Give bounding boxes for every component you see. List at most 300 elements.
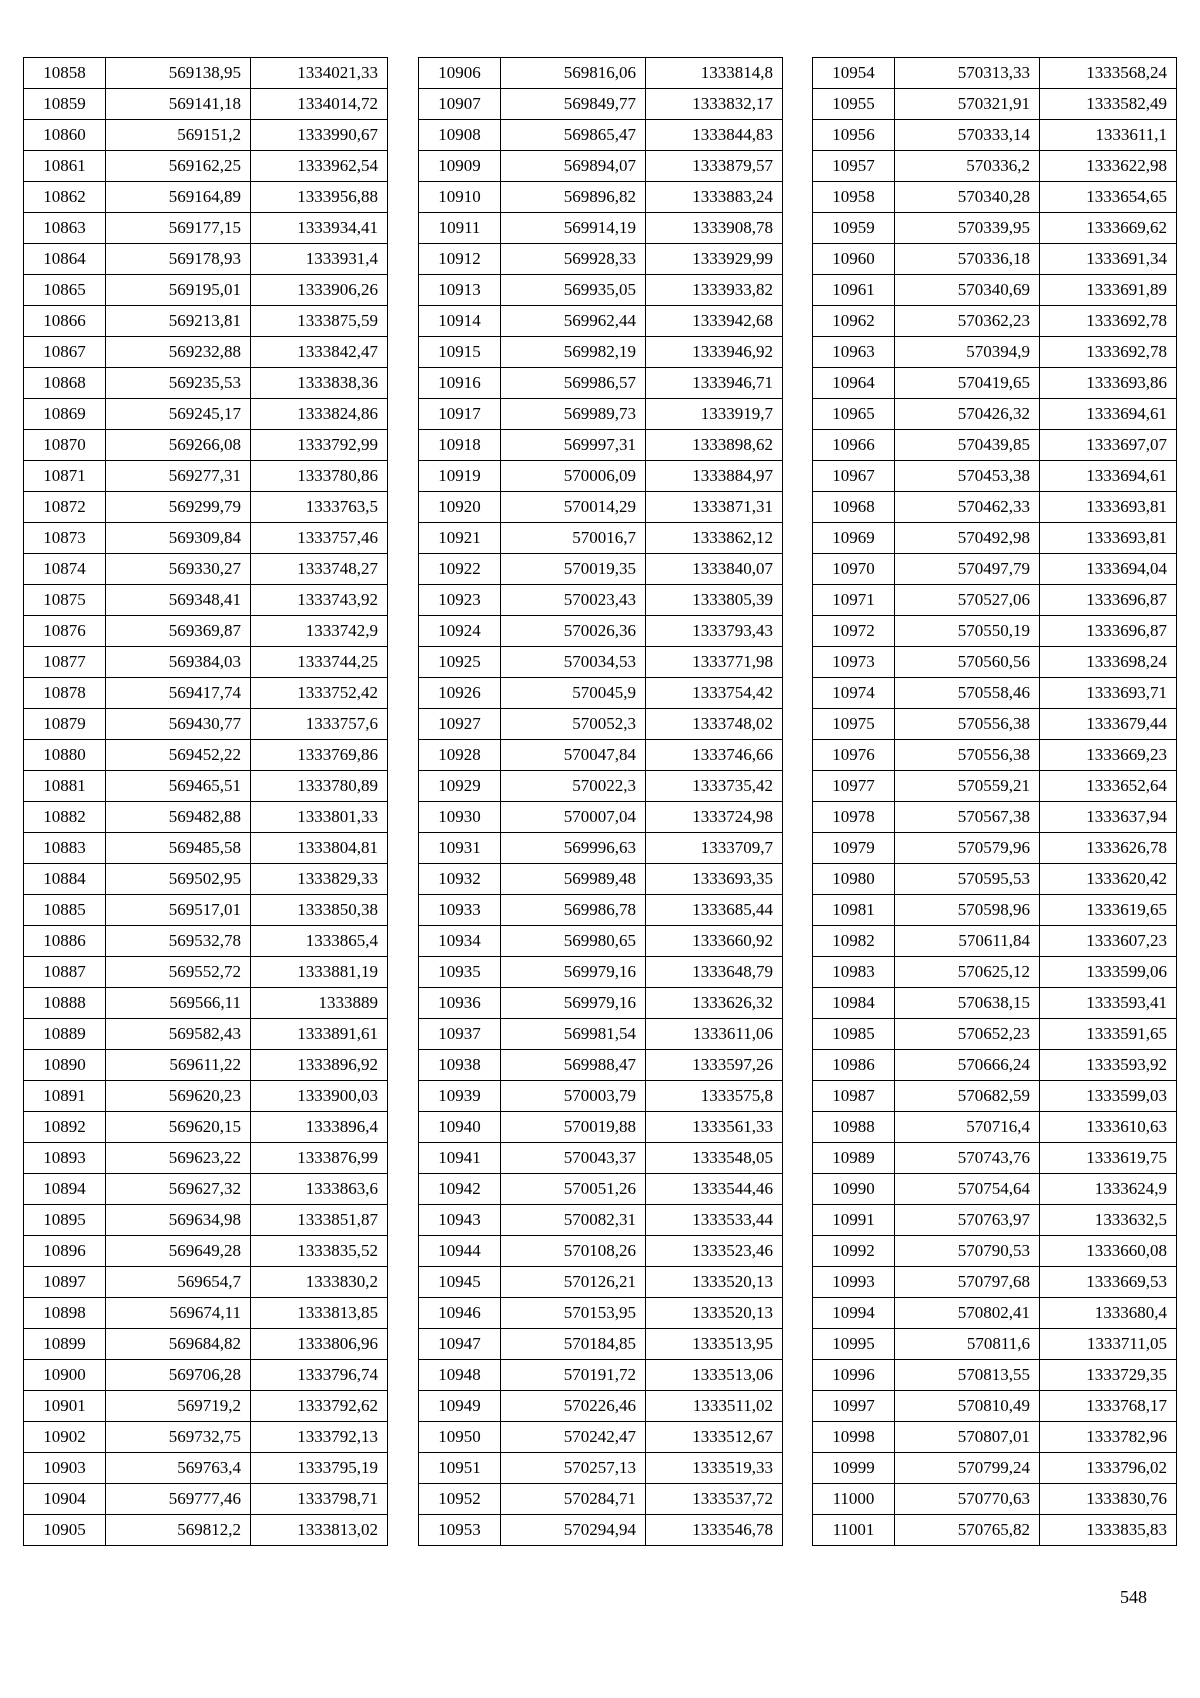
point-number-cell: 10865 (24, 275, 106, 306)
point-number-cell: 10883 (24, 833, 106, 864)
table-row (419, 988, 783, 1019)
table-row (813, 678, 1177, 709)
point-number-cell: 10917 (419, 399, 501, 430)
y-coordinate-cell: 1333851,87 (251, 1205, 388, 1236)
table-row (419, 1360, 783, 1391)
y-coordinate-cell: 1333513,95 (646, 1329, 783, 1360)
x-coordinate-cell: 570567,38 (895, 802, 1040, 833)
point-number-cell: 10894 (24, 1174, 106, 1205)
x-coordinate-cell: 570023,43 (501, 585, 646, 616)
x-coordinate-cell: 569627,32 (106, 1174, 251, 1205)
point-number-cell: 10896 (24, 1236, 106, 1267)
y-coordinate-cell: 1333792,62 (251, 1391, 388, 1422)
x-coordinate-cell: 570016,7 (501, 523, 646, 554)
table-row (24, 368, 388, 399)
point-number-cell: 10920 (419, 492, 501, 523)
y-coordinate-cell: 1333795,19 (251, 1453, 388, 1484)
table-row (24, 957, 388, 988)
point-number-cell: 10983 (813, 957, 895, 988)
x-coordinate-cell: 569151,2 (106, 120, 251, 151)
table-row (419, 709, 783, 740)
table-row (813, 182, 1177, 213)
y-coordinate-cell: 1334021,33 (251, 58, 388, 89)
point-number-cell: 10910 (419, 182, 501, 213)
point-number-cell: 10980 (813, 864, 895, 895)
x-coordinate-cell: 570022,3 (501, 771, 646, 802)
x-coordinate-cell: 569178,93 (106, 244, 251, 275)
table-row (24, 678, 388, 709)
y-coordinate-cell: 1333752,42 (251, 678, 388, 709)
table-row (24, 833, 388, 864)
point-number-cell: 10949 (419, 1391, 501, 1422)
point-number-cell: 10988 (813, 1112, 895, 1143)
y-coordinate-cell: 1333793,43 (646, 616, 783, 647)
y-coordinate-cell: 1333724,98 (646, 802, 783, 833)
x-coordinate-cell: 569894,07 (501, 151, 646, 182)
y-coordinate-cell: 1333611,1 (1040, 120, 1177, 151)
x-coordinate-cell: 570034,53 (501, 647, 646, 678)
table-row (419, 616, 783, 647)
point-number-cell: 10866 (24, 306, 106, 337)
x-coordinate-cell: 569962,44 (501, 306, 646, 337)
y-coordinate-cell: 1333694,61 (1040, 461, 1177, 492)
x-coordinate-cell: 569719,2 (106, 1391, 251, 1422)
point-number-cell: 10913 (419, 275, 501, 306)
y-coordinate-cell: 1333757,6 (251, 709, 388, 740)
x-coordinate-cell: 569485,58 (106, 833, 251, 864)
y-coordinate-cell: 1333813,85 (251, 1298, 388, 1329)
x-coordinate-cell: 570045,9 (501, 678, 646, 709)
x-coordinate-cell: 570051,26 (501, 1174, 646, 1205)
point-number-cell: 10938 (419, 1050, 501, 1081)
y-coordinate-cell: 1333680,4 (1040, 1298, 1177, 1329)
x-coordinate-cell: 570813,55 (895, 1360, 1040, 1391)
point-number-cell: 10898 (24, 1298, 106, 1329)
x-coordinate-cell: 569330,27 (106, 554, 251, 585)
point-number-cell: 10904 (24, 1484, 106, 1515)
y-coordinate-cell: 1333830,76 (1040, 1484, 1177, 1515)
table-row (419, 864, 783, 895)
x-coordinate-cell: 570184,85 (501, 1329, 646, 1360)
x-coordinate-cell: 570462,33 (895, 492, 1040, 523)
point-number-cell: 10939 (419, 1081, 501, 1112)
x-coordinate-cell: 570339,95 (895, 213, 1040, 244)
point-number-cell: 10871 (24, 461, 106, 492)
table-row (24, 461, 388, 492)
x-coordinate-cell: 570019,35 (501, 554, 646, 585)
table-row (419, 740, 783, 771)
y-coordinate-cell: 1333512,67 (646, 1422, 783, 1453)
y-coordinate-cell: 1333829,33 (251, 864, 388, 895)
x-coordinate-cell: 570556,38 (895, 740, 1040, 771)
x-coordinate-cell: 570638,15 (895, 988, 1040, 1019)
table-row (813, 926, 1177, 957)
point-number-cell: 10930 (419, 802, 501, 833)
x-coordinate-cell: 570419,65 (895, 368, 1040, 399)
y-coordinate-cell: 1333796,02 (1040, 1453, 1177, 1484)
y-coordinate-cell: 1333748,02 (646, 709, 783, 740)
table-row (813, 554, 1177, 585)
coordinate-table-2 (418, 57, 783, 1546)
point-number-cell: 10921 (419, 523, 501, 554)
point-number-cell: 10978 (813, 802, 895, 833)
y-coordinate-cell: 1333626,78 (1040, 833, 1177, 864)
table-row (419, 1112, 783, 1143)
point-number-cell: 10915 (419, 337, 501, 368)
y-coordinate-cell: 1333513,06 (646, 1360, 783, 1391)
table-row (419, 895, 783, 926)
point-number-cell: 10908 (419, 120, 501, 151)
table-row (419, 213, 783, 244)
point-number-cell: 10869 (24, 399, 106, 430)
point-number-cell: 11000 (813, 1484, 895, 1515)
table-row (24, 1174, 388, 1205)
table-row (419, 244, 783, 275)
y-coordinate-cell: 1333900,03 (251, 1081, 388, 1112)
y-coordinate-cell: 1333780,86 (251, 461, 388, 492)
y-coordinate-cell: 1333934,41 (251, 213, 388, 244)
x-coordinate-cell: 569620,15 (106, 1112, 251, 1143)
point-number-cell: 10901 (24, 1391, 106, 1422)
point-number-cell: 10888 (24, 988, 106, 1019)
x-coordinate-cell: 569465,51 (106, 771, 251, 802)
table-row (813, 1484, 1177, 1515)
point-number-cell: 10954 (813, 58, 895, 89)
y-coordinate-cell: 1333962,54 (251, 151, 388, 182)
point-number-cell: 10968 (813, 492, 895, 523)
table-row (24, 1298, 388, 1329)
y-coordinate-cell: 1333652,64 (1040, 771, 1177, 802)
point-number-cell: 10934 (419, 926, 501, 957)
table-row (419, 647, 783, 678)
y-coordinate-cell: 1333693,81 (1040, 523, 1177, 554)
point-number-cell: 10964 (813, 368, 895, 399)
point-number-cell: 10895 (24, 1205, 106, 1236)
table-row (419, 151, 783, 182)
point-number-cell: 10892 (24, 1112, 106, 1143)
x-coordinate-cell: 569213,81 (106, 306, 251, 337)
y-coordinate-cell: 1333906,26 (251, 275, 388, 306)
point-number-cell: 10922 (419, 554, 501, 585)
x-coordinate-cell: 569997,31 (501, 430, 646, 461)
y-coordinate-cell: 1333743,92 (251, 585, 388, 616)
table-row (813, 492, 1177, 523)
y-coordinate-cell: 1333692,78 (1040, 306, 1177, 337)
point-number-cell: 10867 (24, 337, 106, 368)
table-row (24, 1515, 388, 1546)
y-coordinate-cell: 1333748,27 (251, 554, 388, 585)
point-number-cell: 10937 (419, 1019, 501, 1050)
point-number-cell: 10914 (419, 306, 501, 337)
point-number-cell: 10935 (419, 957, 501, 988)
table-row (813, 864, 1177, 895)
table-row (813, 151, 1177, 182)
table-row (24, 1236, 388, 1267)
y-coordinate-cell: 1333520,13 (646, 1298, 783, 1329)
y-coordinate-cell: 1333597,26 (646, 1050, 783, 1081)
x-coordinate-cell: 569623,22 (106, 1143, 251, 1174)
x-coordinate-cell: 570810,49 (895, 1391, 1040, 1422)
point-number-cell: 10902 (24, 1422, 106, 1453)
y-coordinate-cell: 1333898,62 (646, 430, 783, 461)
table-row (813, 771, 1177, 802)
table-row (419, 1205, 783, 1236)
x-coordinate-cell: 570340,69 (895, 275, 1040, 306)
y-coordinate-cell: 1333693,35 (646, 864, 783, 895)
x-coordinate-cell: 570527,06 (895, 585, 1040, 616)
x-coordinate-cell: 570047,84 (501, 740, 646, 771)
y-coordinate-cell: 1333769,86 (251, 740, 388, 771)
x-coordinate-cell: 570492,98 (895, 523, 1040, 554)
y-coordinate-cell: 1333694,04 (1040, 554, 1177, 585)
table-row (24, 1112, 388, 1143)
y-coordinate-cell: 1333607,23 (1040, 926, 1177, 957)
table-row (419, 523, 783, 554)
y-coordinate-cell: 1333611,06 (646, 1019, 783, 1050)
table-row (419, 89, 783, 120)
point-number-cell: 10977 (813, 771, 895, 802)
y-coordinate-cell: 1333780,89 (251, 771, 388, 802)
y-coordinate-cell: 1333883,24 (646, 182, 783, 213)
table-row (419, 399, 783, 430)
x-coordinate-cell: 569980,65 (501, 926, 646, 957)
point-number-cell: 10903 (24, 1453, 106, 1484)
y-coordinate-cell: 1333511,02 (646, 1391, 783, 1422)
x-coordinate-cell: 570666,24 (895, 1050, 1040, 1081)
table-row (813, 58, 1177, 89)
x-coordinate-cell: 570559,21 (895, 771, 1040, 802)
point-number-cell: 10862 (24, 182, 106, 213)
table-row (24, 709, 388, 740)
point-number-cell: 10936 (419, 988, 501, 1019)
y-coordinate-cell: 1333891,61 (251, 1019, 388, 1050)
x-coordinate-cell: 569611,22 (106, 1050, 251, 1081)
table-row (813, 1422, 1177, 1453)
y-coordinate-cell: 1333896,4 (251, 1112, 388, 1143)
x-coordinate-cell: 569706,28 (106, 1360, 251, 1391)
point-number-cell: 10870 (24, 430, 106, 461)
point-number-cell: 10966 (813, 430, 895, 461)
y-coordinate-cell: 1333533,44 (646, 1205, 783, 1236)
y-coordinate-cell: 1333669,23 (1040, 740, 1177, 771)
point-number-cell: 10887 (24, 957, 106, 988)
table-row (813, 647, 1177, 678)
x-coordinate-cell: 569812,2 (106, 1515, 251, 1546)
x-coordinate-cell: 569634,98 (106, 1205, 251, 1236)
x-coordinate-cell: 570807,01 (895, 1422, 1040, 1453)
x-coordinate-cell: 570336,18 (895, 244, 1040, 275)
point-number-cell: 10907 (419, 89, 501, 120)
x-coordinate-cell: 569552,72 (106, 957, 251, 988)
x-coordinate-cell: 570108,26 (501, 1236, 646, 1267)
y-coordinate-cell: 1333568,24 (1040, 58, 1177, 89)
point-number-cell: 10962 (813, 306, 895, 337)
x-coordinate-cell: 569384,03 (106, 647, 251, 678)
table-body (24, 58, 388, 1546)
table-row (813, 1329, 1177, 1360)
table-row (813, 1298, 1177, 1329)
x-coordinate-cell: 570007,04 (501, 802, 646, 833)
table-row (419, 1329, 783, 1360)
x-coordinate-cell: 569177,15 (106, 213, 251, 244)
y-coordinate-cell: 1333548,05 (646, 1143, 783, 1174)
y-coordinate-cell: 1333798,71 (251, 1484, 388, 1515)
table-row (813, 1112, 1177, 1143)
point-number-cell: 10973 (813, 647, 895, 678)
y-coordinate-cell: 1333648,79 (646, 957, 783, 988)
table-row (813, 430, 1177, 461)
x-coordinate-cell: 569164,89 (106, 182, 251, 213)
table-row (813, 1267, 1177, 1298)
point-number-cell: 10982 (813, 926, 895, 957)
x-coordinate-cell: 570579,96 (895, 833, 1040, 864)
y-coordinate-cell: 1333696,87 (1040, 616, 1177, 647)
table-row (24, 182, 388, 213)
point-number-cell: 10992 (813, 1236, 895, 1267)
table-row (24, 89, 388, 120)
x-coordinate-cell: 570003,79 (501, 1081, 646, 1112)
point-number-cell: 10989 (813, 1143, 895, 1174)
table-body (813, 58, 1177, 1546)
y-coordinate-cell: 1333619,65 (1040, 895, 1177, 926)
y-coordinate-cell: 1333757,46 (251, 523, 388, 554)
table-row (813, 895, 1177, 926)
point-number-cell: 10947 (419, 1329, 501, 1360)
table-row (24, 430, 388, 461)
y-coordinate-cell: 1333660,92 (646, 926, 783, 957)
y-coordinate-cell: 1333814,8 (646, 58, 783, 89)
x-coordinate-cell: 570284,71 (501, 1484, 646, 1515)
y-coordinate-cell: 1333796,74 (251, 1360, 388, 1391)
point-number-cell: 10900 (24, 1360, 106, 1391)
y-coordinate-cell: 1333754,42 (646, 678, 783, 709)
x-coordinate-cell: 569482,88 (106, 802, 251, 833)
y-coordinate-cell: 1333679,44 (1040, 709, 1177, 740)
point-number-cell: 10995 (813, 1329, 895, 1360)
x-coordinate-cell: 570426,32 (895, 399, 1040, 430)
table-row (813, 368, 1177, 399)
y-coordinate-cell: 1333805,39 (646, 585, 783, 616)
y-coordinate-cell: 1333881,19 (251, 957, 388, 988)
point-number-cell: 10957 (813, 151, 895, 182)
table-row (813, 399, 1177, 430)
x-coordinate-cell: 569981,54 (501, 1019, 646, 1050)
x-coordinate-cell: 570126,21 (501, 1267, 646, 1298)
point-number-cell: 10952 (419, 1484, 501, 1515)
point-number-cell: 10875 (24, 585, 106, 616)
table-row (24, 1081, 388, 1112)
x-coordinate-cell: 569299,79 (106, 492, 251, 523)
y-coordinate-cell: 1333806,96 (251, 1329, 388, 1360)
x-coordinate-cell: 570682,59 (895, 1081, 1040, 1112)
y-coordinate-cell: 1333544,46 (646, 1174, 783, 1205)
table-row (813, 213, 1177, 244)
y-coordinate-cell: 1333835,52 (251, 1236, 388, 1267)
y-coordinate-cell: 1333694,61 (1040, 399, 1177, 430)
point-number-cell: 10860 (24, 120, 106, 151)
point-number-cell: 10969 (813, 523, 895, 554)
x-coordinate-cell: 569649,28 (106, 1236, 251, 1267)
point-number-cell: 10955 (813, 89, 895, 120)
point-number-cell: 10928 (419, 740, 501, 771)
x-coordinate-cell: 570652,23 (895, 1019, 1040, 1050)
table-row (813, 275, 1177, 306)
y-coordinate-cell: 1333863,6 (251, 1174, 388, 1205)
x-coordinate-cell: 570595,53 (895, 864, 1040, 895)
point-number-cell: 10933 (419, 895, 501, 926)
table-row (419, 1298, 783, 1329)
y-coordinate-cell: 1333735,42 (646, 771, 783, 802)
y-coordinate-cell: 1333593,41 (1040, 988, 1177, 1019)
y-coordinate-cell: 1333654,65 (1040, 182, 1177, 213)
point-number-cell: 10863 (24, 213, 106, 244)
x-coordinate-cell: 569849,77 (501, 89, 646, 120)
y-coordinate-cell: 1333742,9 (251, 616, 388, 647)
y-coordinate-cell: 1333813,02 (251, 1515, 388, 1546)
point-number-cell: 10961 (813, 275, 895, 306)
table-row (813, 1236, 1177, 1267)
table-row (24, 771, 388, 802)
point-number-cell: 10967 (813, 461, 895, 492)
point-number-cell: 10943 (419, 1205, 501, 1236)
point-number-cell: 10874 (24, 554, 106, 585)
x-coordinate-cell: 570754,64 (895, 1174, 1040, 1205)
x-coordinate-cell: 569986,57 (501, 368, 646, 399)
table-row (419, 1143, 783, 1174)
x-coordinate-cell: 570550,19 (895, 616, 1040, 647)
y-coordinate-cell: 1333582,49 (1040, 89, 1177, 120)
point-number-cell: 10909 (419, 151, 501, 182)
point-number-cell: 10882 (24, 802, 106, 833)
x-coordinate-cell: 570191,72 (501, 1360, 646, 1391)
y-coordinate-cell: 1333519,33 (646, 1453, 783, 1484)
table-row (24, 585, 388, 616)
x-coordinate-cell: 569369,87 (106, 616, 251, 647)
point-number-cell: 10906 (419, 58, 501, 89)
point-number-cell: 10868 (24, 368, 106, 399)
table-row (24, 120, 388, 151)
table-row (24, 58, 388, 89)
point-number-cell: 10893 (24, 1143, 106, 1174)
point-number-cell: 10981 (813, 895, 895, 926)
y-coordinate-cell: 1333875,59 (251, 306, 388, 337)
x-coordinate-cell: 569986,78 (501, 895, 646, 926)
y-coordinate-cell: 1333889 (251, 988, 388, 1019)
table-row (813, 709, 1177, 740)
point-number-cell: 10905 (24, 1515, 106, 1546)
table-row (813, 1019, 1177, 1050)
table-row (813, 120, 1177, 151)
table-row (813, 1205, 1177, 1236)
table-row (24, 1019, 388, 1050)
point-number-cell: 10885 (24, 895, 106, 926)
x-coordinate-cell: 569914,19 (501, 213, 646, 244)
table-row (24, 1391, 388, 1422)
table-row (419, 1174, 783, 1205)
x-coordinate-cell: 570026,36 (501, 616, 646, 647)
x-coordinate-cell: 569277,31 (106, 461, 251, 492)
table-row (419, 337, 783, 368)
x-coordinate-cell: 569502,95 (106, 864, 251, 895)
table-row (419, 957, 783, 988)
x-coordinate-cell: 569138,95 (106, 58, 251, 89)
point-number-cell: 11001 (813, 1515, 895, 1546)
x-coordinate-cell: 570811,6 (895, 1329, 1040, 1360)
table-row (419, 926, 783, 957)
x-coordinate-cell: 569417,74 (106, 678, 251, 709)
point-number-cell: 10958 (813, 182, 895, 213)
x-coordinate-cell: 569620,23 (106, 1081, 251, 1112)
